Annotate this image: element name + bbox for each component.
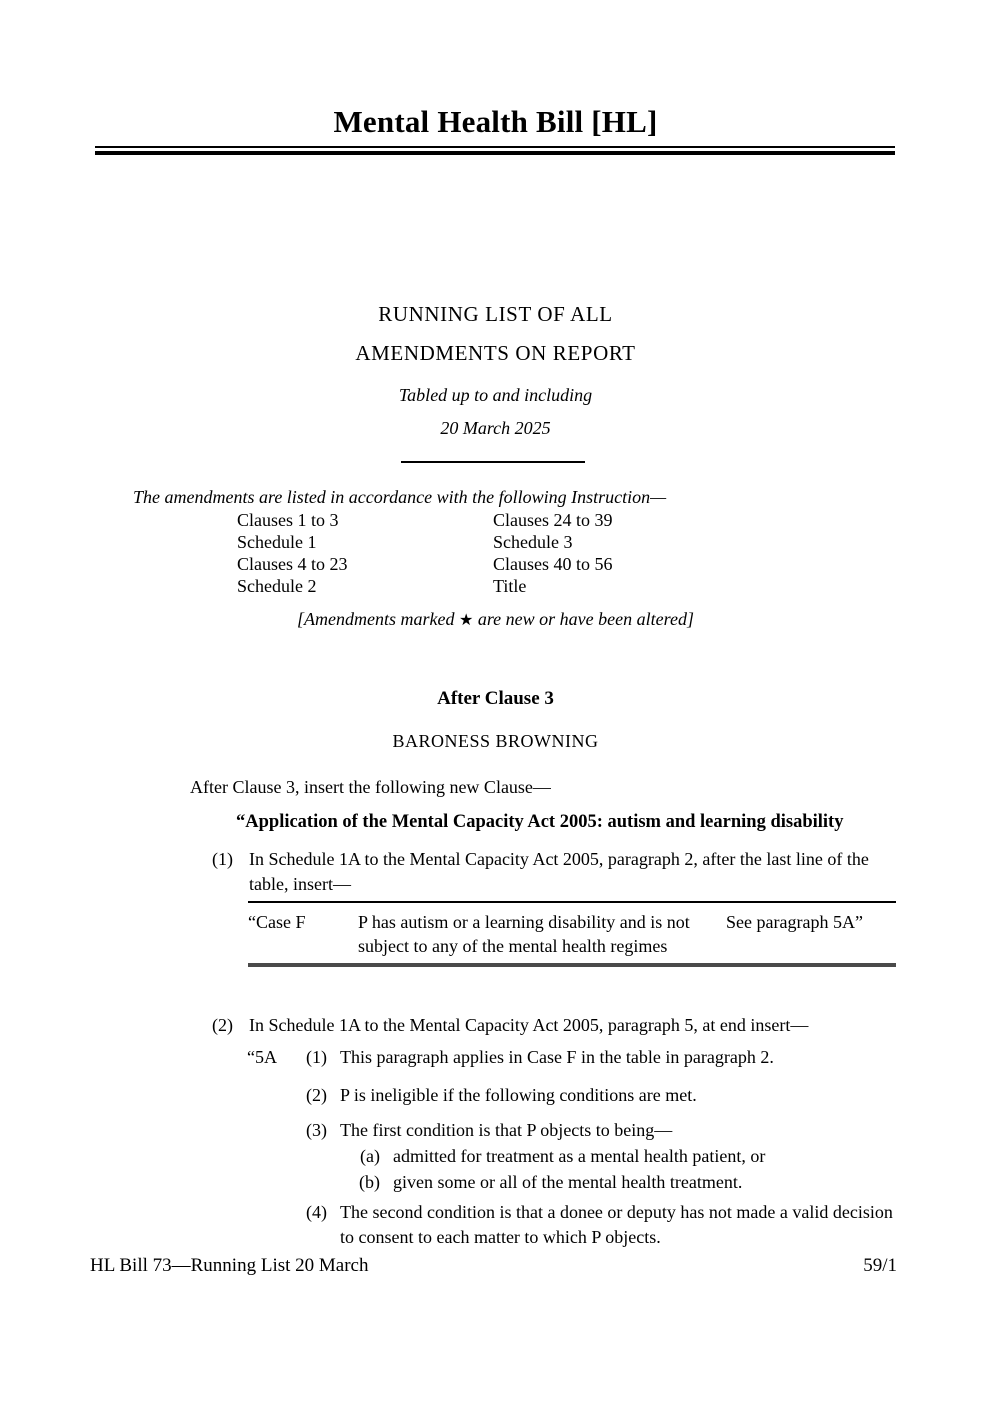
running-list-heading-line1: RUNNING LIST OF ALL <box>378 302 613 326</box>
instruction-entry: Schedule 2 <box>237 576 317 596</box>
amendment-instruction-line: After Clause 3, insert the following new Clause— <box>190 777 551 797</box>
instruction-entry: Schedule 3 <box>493 532 573 552</box>
subitem-text: admitted for treatment as a mental health patient, or <box>393 1146 766 1166</box>
para-5a-item-1 <box>247 1045 902 1070</box>
subitem-letter: (a) <box>360 1146 380 1166</box>
spacer <box>247 1083 297 1108</box>
instruction-column-right <box>493 509 613 597</box>
case-table-col3: See paragraph 5A” <box>726 912 863 932</box>
para-5a-item-text: This paragraph applies in Case F in the table in paragraph 2. <box>340 1047 774 1067</box>
subsection-number: (2) <box>212 1015 233 1035</box>
spacer <box>247 1118 297 1195</box>
footer-bill-reference: HL Bill 73—Running List 20 March <box>90 1255 369 1276</box>
tabled-date: 20 March 2025 <box>440 418 551 438</box>
para-5a-subitem-b <box>340 1170 900 1195</box>
instruction-entry: Title <box>493 576 527 596</box>
star-note-suffix: are new or have been altered] <box>473 609 694 629</box>
instruction-entry: Clauses 4 to 23 <box>237 554 348 574</box>
case-table <box>248 901 896 967</box>
instruction-entry: Clauses 24 to 39 <box>493 510 613 530</box>
running-list-heading-line2: AMENDMENTS ON REPORT <box>355 341 636 365</box>
para-5a-item-2 <box>247 1083 902 1108</box>
para-5a-item-number: (2) <box>306 1085 327 1105</box>
double-rule <box>95 146 895 155</box>
separator-rule <box>401 461 585 463</box>
para-5a-label: “5A <box>247 1047 277 1067</box>
instruction-entry: Clauses 40 to 56 <box>493 554 613 574</box>
para-5a-item-number: (1) <box>306 1047 327 1067</box>
subitem-letter: (b) <box>359 1172 380 1192</box>
para-5a-item-number: (3) <box>306 1120 327 1140</box>
tabled-note: Tabled up to and including <box>398 385 593 405</box>
case-table-col2: P has autism or a learning disability and is not subject to any of the mental health regimes <box>358 912 690 956</box>
para-5a-item-text-line: The first condition is that P objects to being— <box>340 1120 673 1140</box>
instruction-column-left <box>237 509 348 597</box>
subsection-text: In Schedule 1A to the Mental Capacity Act 2005, paragraph 5, at end insert— <box>249 1015 809 1035</box>
subitem-text: given some or all of the mental health treatment. <box>393 1172 743 1192</box>
para-5a-item-text <box>340 1118 900 1195</box>
subsection-text: In Schedule 1A to the Mental Capacity Act 2005, paragraph 2, after the last line of the table, insert— <box>249 849 869 894</box>
amendment-sponsor: BARONESS BROWNING <box>392 731 599 751</box>
footer-amendment-number: 59/1 <box>863 1255 897 1276</box>
para-5a-item-text: The second condition is that a donee or deputy has not made a valid decision to consent to each matter to which P objects. <box>340 1202 893 1247</box>
amendment-place-heading: After Clause 3 <box>437 688 554 709</box>
subsection-2 <box>178 1013 898 1038</box>
para-5a-item-text: P is ineligible if the following conditions are met. <box>340 1085 697 1105</box>
instruction-intro: The amendments are listed in accordance with the following Instruction— <box>133 487 667 507</box>
spacer <box>247 1200 297 1250</box>
subsection-number: (1) <box>212 849 233 869</box>
star-note <box>0 609 991 630</box>
instruction-entry: Clauses 1 to 3 <box>237 510 339 530</box>
subsection-1 <box>178 847 898 897</box>
page-title: Mental Health Bill [HL] <box>333 104 658 139</box>
para-5a-subitem-a <box>340 1144 900 1169</box>
new-clause-title: “Application of the Mental Capacity Act 2005: autism and learning disability <box>236 812 844 832</box>
star-note-prefix: [Amendments marked <box>297 609 459 629</box>
case-table-col1: “Case F <box>248 912 306 932</box>
instruction-entry: Schedule 1 <box>237 532 317 552</box>
para-5a-item-number: (4) <box>306 1202 327 1222</box>
para-5a-item-4 <box>247 1200 902 1250</box>
para-5a-item-3 <box>247 1118 902 1195</box>
star-icon: ★ <box>459 612 474 629</box>
paragraph-5a-block <box>247 1045 902 1250</box>
